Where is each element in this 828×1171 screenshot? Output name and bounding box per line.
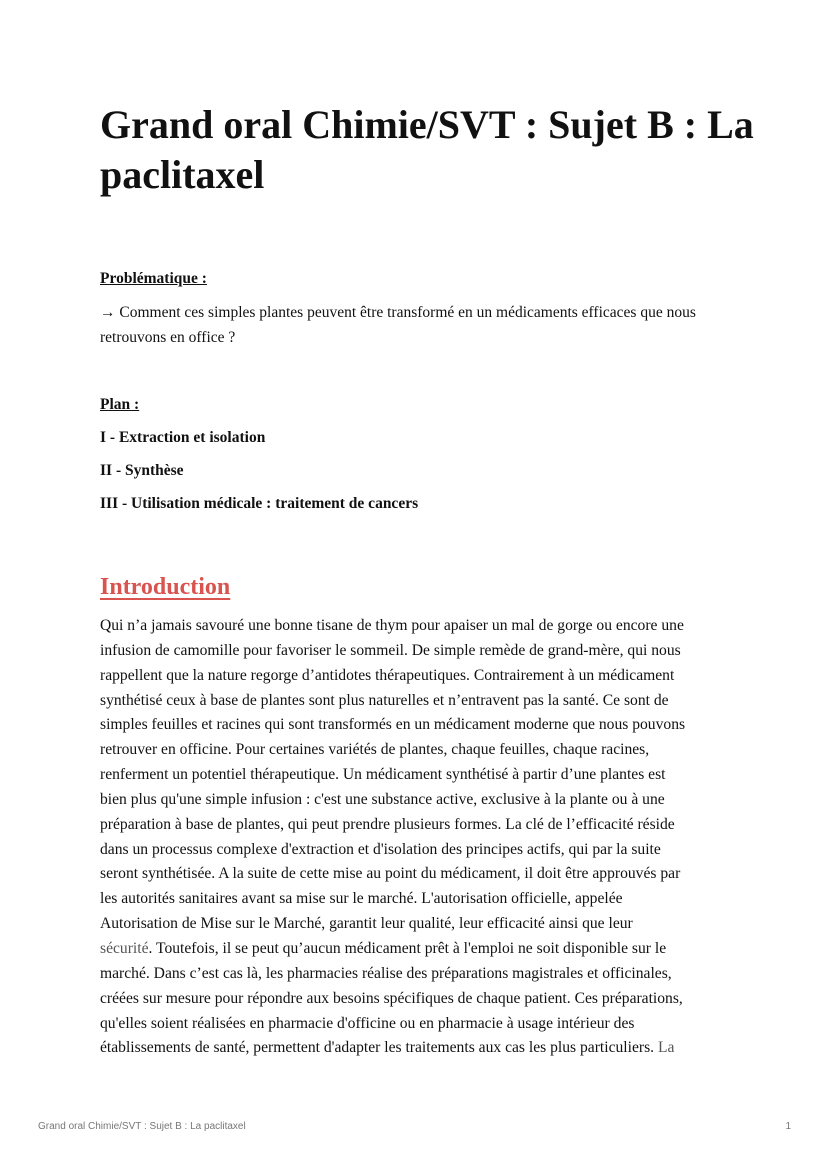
paragraph-line: seront synthétisée. A la suite de cette mise au point du médicament, il doit être approuvés par: [100, 865, 681, 883]
footer-title: Grand oral Chimie/SVT : Sujet B : La paclitaxel: [38, 1121, 246, 1132]
plan-item: III - Utilisation médicale : traitement de cancers: [100, 495, 419, 512]
problematique-label: Problématique :: [100, 270, 207, 287]
muted-text: sécurité: [100, 939, 149, 957]
plan-item: II - Synthèse: [100, 462, 184, 479]
paragraph-line: créées sur mesure pour répondre aux besoins spécifiques de chaque patient. Ces préparations,: [100, 989, 683, 1007]
paragraph-line: Qui n’a jamais savouré une bonne tisane de thym pour apaiser un mal de gorge ou encore une: [100, 617, 684, 634]
paragraph-line: synthétisé ceux à base de plantes sont plus naturelles et n’entravent pas la santé. Ce sont de: [100, 691, 669, 709]
paragraph-line: infusion de camomille pour favoriser le sommeil. De simple remède de grand-mère, qui nous: [100, 641, 681, 659]
section-heading-introduction: Introduction: [100, 574, 231, 600]
muted-text: La: [657, 1039, 675, 1057]
paragraph-line: [100, 1036, 685, 1061]
paragraph-line: préparation à base de plantes, qui peut prendre plusieurs formes. La clé de l’efficacité réside: [100, 815, 675, 833]
paragraph-line: Autorisation de Mise sur le Marché, garantit leur qualité, leur efficacité ainsi que leur: [100, 915, 633, 933]
introduction-paragraph: [100, 614, 685, 1061]
paragraph-line: retrouver en officine. Pour certaines variétés de plantes, chaque feuilles, chaque racines,: [100, 741, 650, 759]
paragraph-line: renferment un potentiel thérapeutique. Un médicament synthétisé à partir d’une plantes est: [100, 766, 666, 784]
paragraph-line: rappellent que la nature regorge d’antidotes thérapeutiques. Contrairement à un médicament: [100, 666, 675, 684]
paragraph-line: qu'elles soient réalisées en pharmacie d'officine ou en pharmacie à usage intérieur des: [100, 1014, 635, 1032]
paragraph-line: [100, 937, 685, 962]
paragraph-line: les autorités sanitaires avant sa mise sur le marché. L'autorisation officielle, appelée: [100, 890, 623, 908]
page-number: 1: [785, 1121, 791, 1132]
paragraph-line: simples feuilles et racines qui sont transformés en un médicament moderne que nous pouvons: [100, 716, 686, 734]
paragraph-line: marché. Dans c’est cas là, les pharmacies réalise des préparations magistrales et officinales,: [100, 964, 672, 982]
plan-item: I - Extraction et isolation: [100, 429, 266, 446]
paragraph-line: dans un processus complexe d'extraction et d'isolation des principes actifs, qui par la suite: [100, 840, 661, 858]
page-title: Grand oral Chimie/SVT : Sujet B : La paclitaxel: [100, 102, 754, 197]
plan-label: Plan :: [100, 396, 140, 413]
paragraph-line: bien plus qu'une simple infusion : c'est une substance active, exclusive à la plante ou à une: [100, 790, 665, 808]
line-text: établissements de santé, permettent d'adapter les traitements aux cas les plus particuliers.: [100, 1039, 658, 1057]
line-text: . Toutefois, il se peut qu’aucun médicament prêt à l'emploi ne soit disponible sur le: [148, 939, 667, 957]
problematique-text: → Comment ces simples plantes peuvent être transformé en un médicaments efficaces que nous retrouvons en office ?: [100, 304, 696, 346]
